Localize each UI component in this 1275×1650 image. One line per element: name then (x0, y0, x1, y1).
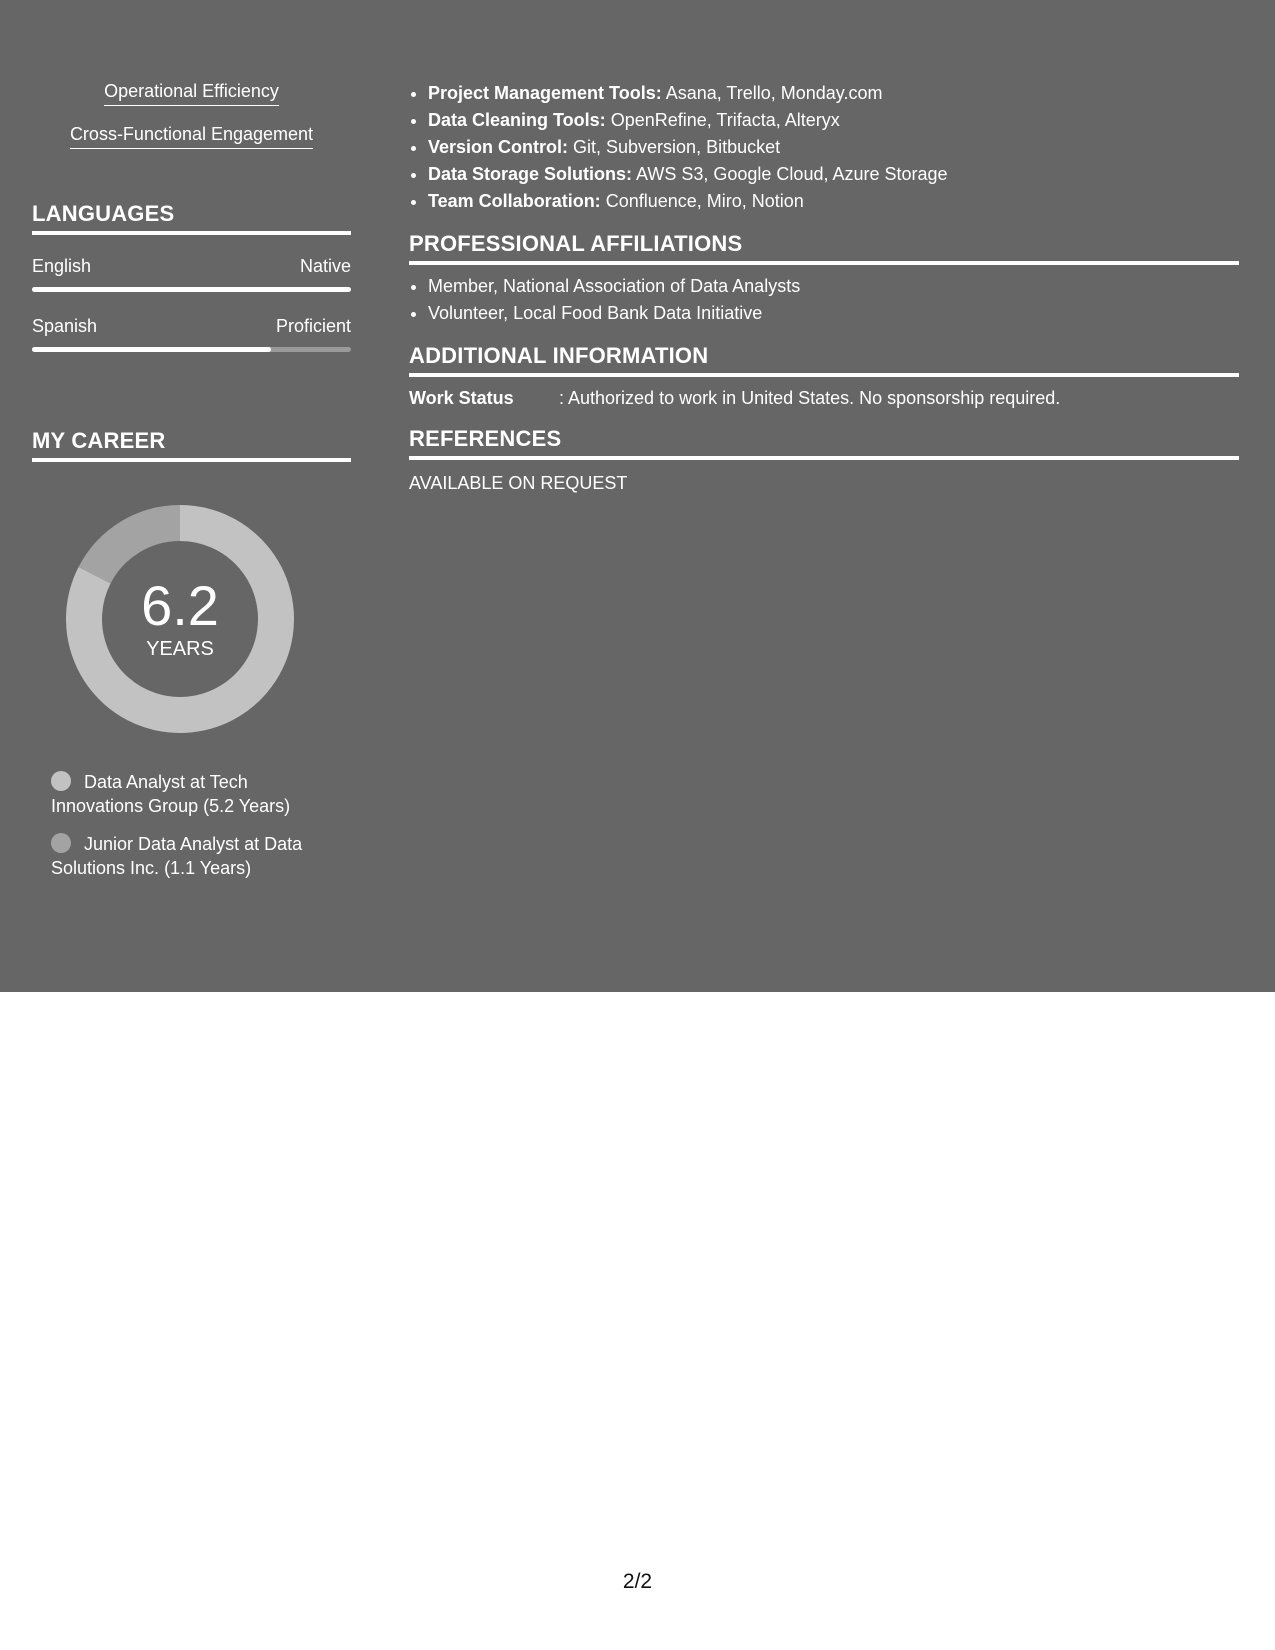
language-level: Native (299, 256, 351, 276)
language-item (32, 315, 351, 352)
legend-dot-icon (51, 771, 71, 791)
career-years-unit: YEARS (146, 638, 214, 660)
work-status-row (409, 386, 1239, 410)
affiliations-list (409, 273, 1239, 327)
references-text: AVAILABLE ON REQUEST (409, 473, 628, 493)
language-proficiency-fill (32, 347, 271, 352)
tool-item: • Version Control: Git, Subversion, Bitbucket (428, 134, 1239, 161)
language-name: Spanish (32, 316, 98, 336)
sidebar (32, 80, 351, 894)
additional-info-heading: ADDITIONAL INFORMATION (409, 343, 1239, 377)
career-legend (51, 770, 341, 880)
tool-item: • Data Cleaning Tools: OpenRefine, Trifacta, Alteryx (428, 107, 1239, 134)
language-name: English (32, 256, 92, 276)
career-total-years: 6.2 (141, 574, 219, 637)
skill-item: Cross-Functional Engagement (32, 123, 351, 149)
references-heading: REFERENCES (409, 426, 1239, 460)
language-proficiency-fill (32, 287, 351, 292)
work-status-value: : Authorized to work in United States. No sponsorship required. (559, 388, 1061, 408)
affiliations-heading: PROFESSIONAL AFFILIATIONS (409, 231, 1239, 265)
legend-dot-icon (51, 833, 71, 853)
language-proficiency-bar (32, 287, 351, 292)
career-legend-item: Data Analyst at Tech Innovations Group (5.2 Years) (51, 772, 291, 816)
career-legend-item: Junior Data Analyst at Data Solutions Inc. (1.1 Years) (51, 834, 303, 878)
career-donut (65, 504, 295, 734)
page-number: 2/2 (622, 1570, 653, 1593)
language-item (32, 255, 351, 292)
language-proficiency-bar (32, 347, 351, 352)
languages-heading: LANGUAGES (32, 201, 351, 235)
tool-item: • Data Storage Solutions: AWS S3, Google Cloud, Azure Storage (428, 161, 1239, 188)
affiliation-item: • Member, National Association of Data Analysts (428, 273, 1239, 300)
work-status-label: Work Status (409, 388, 514, 408)
tools-list (409, 80, 1239, 215)
tool-item: • Team Collaboration: Confluence, Miro, Notion (428, 188, 1239, 215)
tool-item: • Project Management Tools: Asana, Trello, Monday.com (428, 80, 1239, 107)
career-heading: MY CAREER (32, 428, 351, 462)
language-level: Proficient (275, 316, 351, 336)
skill-item: Operational Efficiency (32, 80, 351, 106)
affiliation-item: • Volunteer, Local Food Bank Data Initiative (428, 300, 1239, 327)
main-content (409, 80, 1239, 495)
